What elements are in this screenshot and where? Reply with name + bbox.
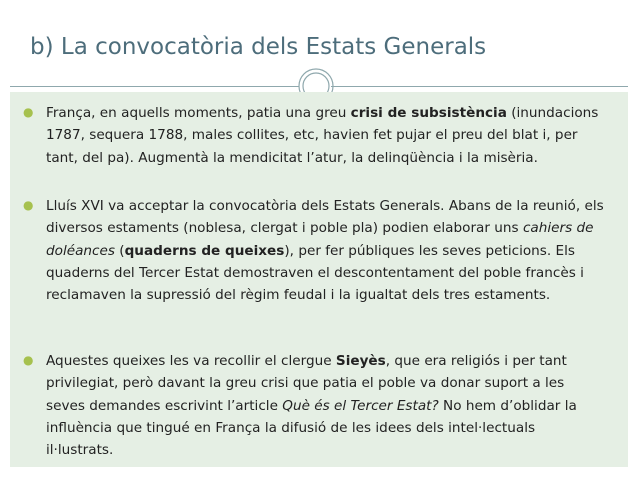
title-divider-left	[10, 86, 307, 87]
bullet-paragraph-2: ● Lluís XVI va acceptar la convocatòria dels Estats Generals. Abans de la reunió, els diversos estaments (noblesa, clergat i poble pla) podien elaborar uns cahiers de doléances (quaderns de queixes), per fer públiques les seves peticions. Els quaderns del Tercer Estat demostraven el descontentament del poble francès i reclamaven la supressió del règim feudal i la igualtat dels tres estaments.	[23, 198, 604, 304]
circle-bullet-icon: ●	[23, 353, 34, 367]
bold-phrase: crisi de subsistència	[350, 105, 507, 121]
italic-phrase: Què és el Tercer Estat?	[282, 397, 439, 414]
content-panel	[10, 92, 628, 467]
circle-bullet-icon: ●	[23, 198, 34, 212]
bold-phrase: quaderns de queixes	[124, 242, 285, 259]
circle-bullet-icon: ●	[23, 105, 34, 119]
slide-title: b) La convocatòria dels Estats Generals	[30, 34, 487, 60]
italic-phrase: cahiers de doléances	[46, 220, 594, 259]
bullet-paragraph-3: ● Aquestes queixes les va recollir el clergue Sieyès, que era religiós i per tant privilegiat, però davant la greu crisi que patia el poble va donar suport a les seves demandes escrivint l’article Què és el Tercer Estat? No hem d’oblidar la influència que tingué en França la difusió de les idees dels intel·lectuals il·lustrats.	[23, 353, 577, 459]
bullet-paragraph-1: ● França, en aquells moments, patia una greu crisi de subsistència (inundacions 1787, sequera 1788, males collites, etc, havien fet pujar el preu del blat i, per tant, del pa). Augmentà la mendicitat l’atur, la delinqüència i la misèria.	[23, 105, 599, 166]
title-divider-right	[331, 86, 628, 87]
bold-phrase: Sieyès	[335, 353, 386, 369]
